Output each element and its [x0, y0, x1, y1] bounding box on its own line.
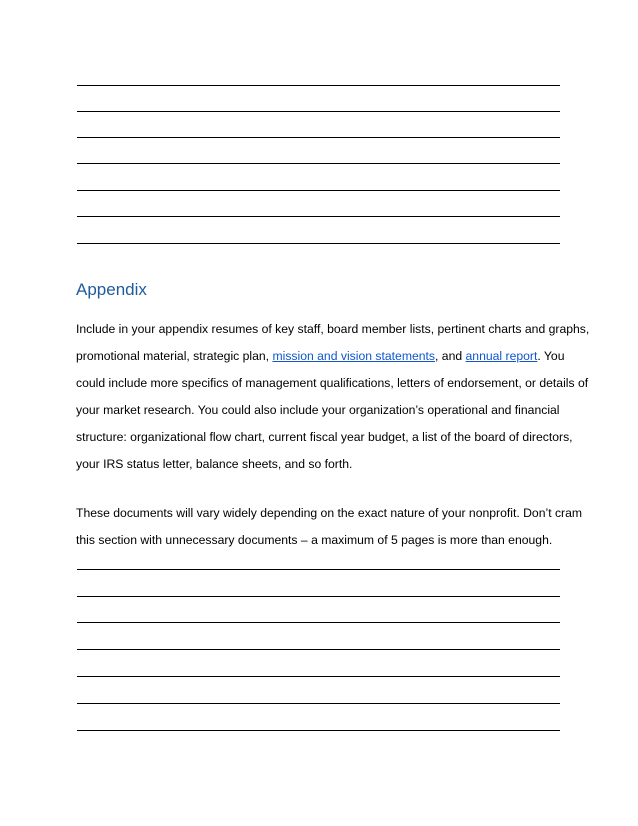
blank-line	[77, 622, 560, 623]
line-text: promotional material, strategic plan,	[76, 349, 273, 363]
blank-line	[77, 111, 560, 112]
blank-line	[77, 569, 560, 570]
blank-line	[77, 137, 560, 138]
section-heading: Appendix	[76, 280, 147, 299]
line-text: . You	[537, 349, 565, 363]
paragraph-line: These documents will vary widely depending on the exact nature of your nonprofit. Don’t cram	[76, 506, 583, 520]
blank-line	[77, 730, 560, 731]
paragraph-line: Include in your appendix resumes of key staff, board member lists, pertinent charts and graphs,	[76, 322, 590, 336]
paragraph-line	[76, 343, 576, 370]
paragraph-line: this section with unnecessary documents – a maximum of 5 pages is more than enough.	[76, 533, 553, 547]
blank-line	[77, 243, 560, 244]
blank-line	[77, 676, 560, 677]
paragraph-line: structure: organizational flow chart, current fiscal year budget, a list of the board of directors,	[76, 430, 573, 444]
blank-line	[77, 163, 560, 164]
documents-paragraph	[76, 500, 583, 554]
annual-report-link[interactable]: annual report	[465, 349, 538, 363]
blank-line	[77, 596, 560, 597]
blank-line	[77, 649, 560, 650]
appendix-paragraph	[76, 316, 590, 478]
paragraph-line: your IRS status letter, balance sheets, and so forth.	[76, 457, 353, 471]
mission-vision-link[interactable]: mission and vision statements	[272, 349, 436, 363]
blank-line	[77, 85, 560, 86]
paragraph-line: could include more specifics of management qualifications, letters of endorsement, or details of	[76, 376, 589, 390]
blank-line	[77, 216, 560, 217]
blank-line	[77, 190, 560, 191]
line-text: , and	[435, 349, 466, 363]
paragraph-line: your market research. You could also include your organization’s operational and financial	[76, 403, 560, 417]
blank-line	[77, 703, 560, 704]
